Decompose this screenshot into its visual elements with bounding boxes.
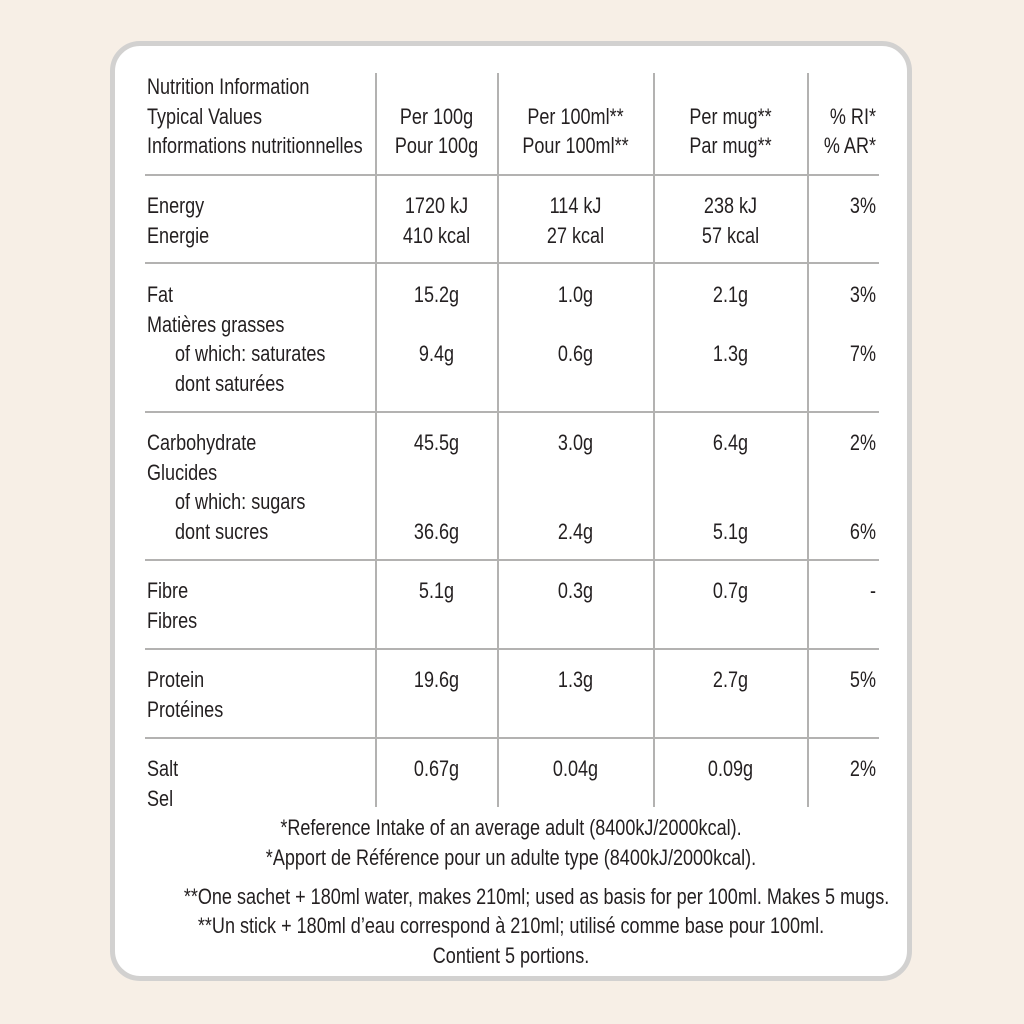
row-divider bbox=[145, 174, 879, 176]
fibre-ri: - bbox=[869, 578, 876, 603]
footnote-serving-fr: **Un stick + 180ml d’eau correspond à 210ml; utilisé comme base pour 100ml. bbox=[197, 913, 825, 938]
protein-label: Protein bbox=[147, 667, 205, 692]
fibre-label-fr: Fibres bbox=[147, 608, 198, 633]
footnote-ri-fr: *Apport de Référence pour un adulte type (8400kJ/2000kcal). bbox=[265, 845, 757, 870]
fat-label-fr: Matières grasses bbox=[147, 312, 285, 337]
saturates-per100ml: 0.6g bbox=[557, 341, 594, 366]
salt-permug: 0.09g bbox=[707, 756, 754, 781]
footnote-portions: Contient 5 portions. bbox=[432, 943, 590, 968]
row-divider bbox=[145, 559, 879, 561]
fibre-per100g: 5.1g bbox=[418, 578, 455, 603]
footnote-serving-en: **One sachet + 180ml water, makes 210ml; used as basis for per 100ml. Makes 5 mugs. bbox=[183, 884, 890, 909]
carbohydrate-label: Carbohydrate bbox=[147, 430, 257, 455]
header-per100g: Per 100g bbox=[399, 104, 474, 129]
header-ri: % RI* bbox=[829, 104, 876, 129]
fibre-per100ml: 0.3g bbox=[557, 578, 594, 603]
energy-permug-kj: 238 kJ bbox=[703, 193, 758, 218]
salt-label-fr: Sel bbox=[147, 786, 174, 811]
protein-permug: 2.7g bbox=[712, 667, 749, 692]
column-divider bbox=[653, 73, 655, 807]
header-parmug: Par mug** bbox=[689, 133, 772, 158]
saturates-ri: 7% bbox=[849, 341, 876, 366]
row-divider bbox=[145, 648, 879, 650]
fat-per100ml: 1.0g bbox=[557, 282, 594, 307]
sugars-ri: 6% bbox=[849, 519, 876, 544]
header-ar: % AR* bbox=[823, 133, 876, 158]
energy-per100ml-kcal: 27 kcal bbox=[546, 223, 605, 248]
sugars-permug: 5.1g bbox=[712, 519, 749, 544]
carbohydrate-ri: 2% bbox=[849, 430, 876, 455]
energy-per100g-kj: 1720 kJ bbox=[404, 193, 469, 218]
protein-per100g: 19.6g bbox=[413, 667, 460, 692]
carbohydrate-per100ml: 3.0g bbox=[557, 430, 594, 455]
sugars-per100ml: 2.4g bbox=[557, 519, 594, 544]
energy-permug-kcal: 57 kcal bbox=[701, 223, 760, 248]
energy-per100g-kcal: 410 kcal bbox=[402, 223, 471, 248]
row-divider bbox=[145, 737, 879, 739]
column-divider bbox=[375, 73, 377, 807]
carbohydrate-label-fr: Glucides bbox=[147, 460, 218, 485]
header-title: Nutrition Information bbox=[147, 74, 310, 99]
carbohydrate-per100g: 45.5g bbox=[413, 430, 460, 455]
header-title-fr: Informations nutritionnelles bbox=[147, 133, 363, 158]
salt-per100g: 0.67g bbox=[413, 756, 460, 781]
fat-ri: 3% bbox=[849, 282, 876, 307]
salt-ri: 2% bbox=[849, 756, 876, 781]
saturates-label: of which: saturates bbox=[175, 341, 326, 366]
sugars-label-fr: dont sucres bbox=[175, 519, 269, 544]
protein-per100ml: 1.3g bbox=[557, 667, 594, 692]
saturates-permug: 1.3g bbox=[712, 341, 749, 366]
fibre-label: Fibre bbox=[147, 578, 189, 603]
fat-per100g: 15.2g bbox=[413, 282, 460, 307]
saturates-per100g: 9.4g bbox=[418, 341, 455, 366]
sugars-label: of which: sugars bbox=[175, 489, 306, 514]
sugars-per100g: 36.6g bbox=[413, 519, 460, 544]
header-pour100ml: Pour 100ml** bbox=[522, 133, 629, 158]
column-divider bbox=[807, 73, 809, 807]
fat-permug: 2.1g bbox=[712, 282, 749, 307]
protein-ri: 5% bbox=[849, 667, 876, 692]
protein-label-fr: Protéines bbox=[147, 697, 224, 722]
fat-label: Fat bbox=[147, 282, 174, 307]
energy-ri: 3% bbox=[849, 193, 876, 218]
header-typical-values: Typical Values bbox=[147, 104, 262, 129]
salt-per100ml: 0.04g bbox=[552, 756, 599, 781]
header-per100ml: Per 100ml** bbox=[527, 104, 624, 129]
carbohydrate-permug: 6.4g bbox=[712, 430, 749, 455]
energy-label-fr: Energie bbox=[147, 223, 210, 248]
row-divider bbox=[145, 262, 879, 264]
saturates-label-fr: dont saturées bbox=[175, 371, 285, 396]
fibre-permug: 0.7g bbox=[712, 578, 749, 603]
header-permug: Per mug** bbox=[689, 104, 772, 129]
footnote-ri-en: *Reference Intake of an average adult (8400kJ/2000kcal). bbox=[280, 815, 742, 840]
energy-per100ml-kj: 114 kJ bbox=[549, 193, 602, 218]
column-divider bbox=[497, 73, 499, 807]
energy-label: Energy bbox=[147, 193, 205, 218]
row-divider bbox=[145, 411, 879, 413]
header-pour100g: Pour 100g bbox=[394, 133, 479, 158]
salt-label: Salt bbox=[147, 756, 179, 781]
